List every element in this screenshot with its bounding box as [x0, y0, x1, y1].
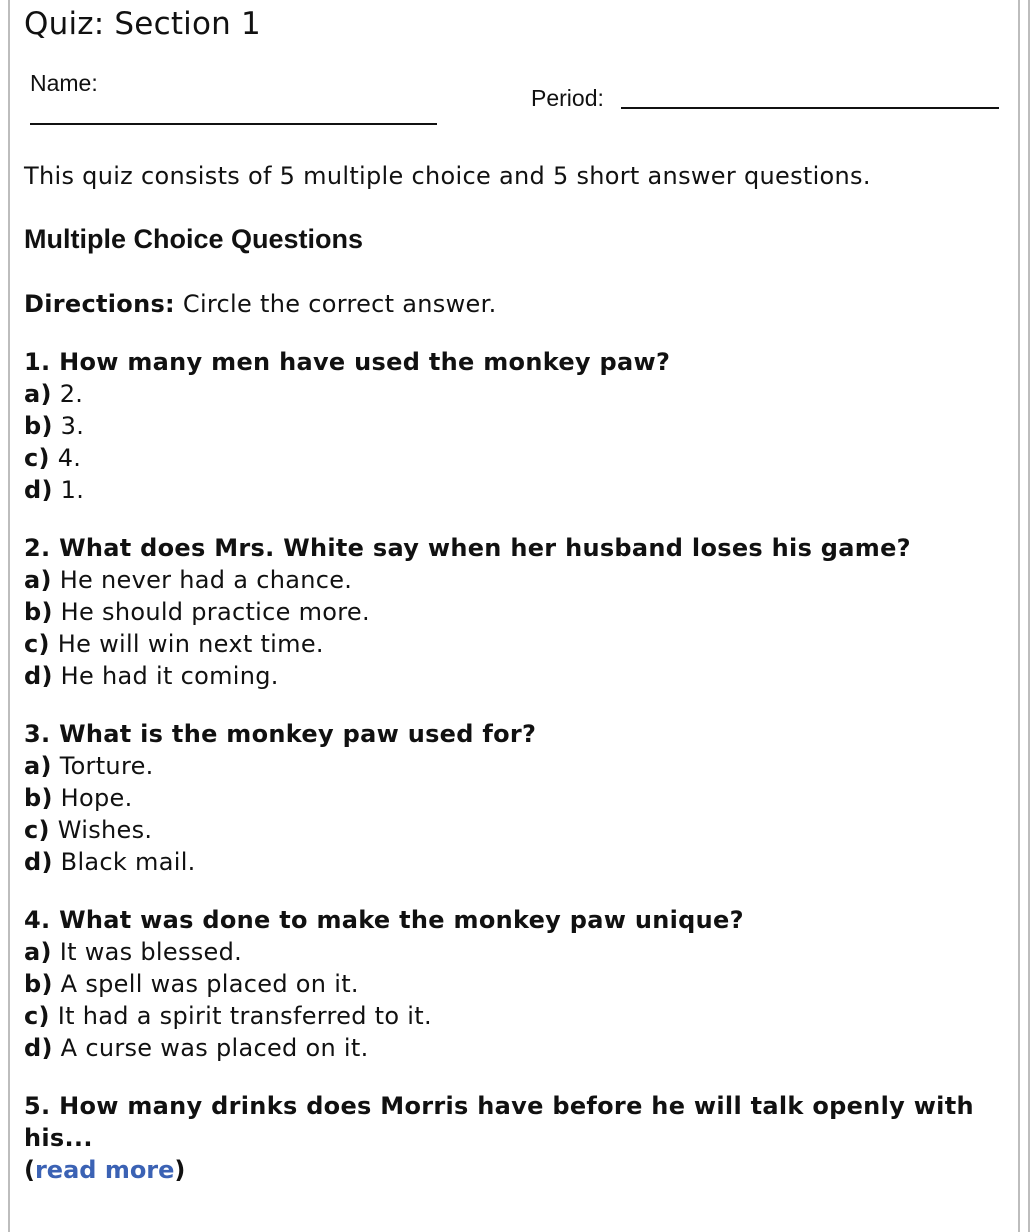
option-text: Wishes. — [49, 816, 153, 844]
answer-option — [24, 628, 1014, 660]
answer-option — [24, 968, 1014, 1000]
option-letter: d) — [24, 848, 53, 876]
question-text: 1. How many men have used the monkey paw? — [24, 348, 671, 376]
question-3 — [24, 718, 1014, 878]
question-1 — [24, 346, 1014, 506]
option-letter: d) — [24, 476, 53, 504]
option-letter: c) — [24, 1002, 50, 1030]
question-4 — [24, 904, 1014, 1064]
answer-option — [24, 596, 1014, 628]
option-letter: b) — [24, 784, 53, 812]
option-letter: a) — [24, 938, 52, 966]
directions-label: Directions: — [24, 290, 175, 318]
directions-text: Circle the correct answer. — [174, 290, 497, 318]
option-letter: d) — [24, 1034, 53, 1062]
question-2 — [24, 532, 1014, 692]
option-text: A spell was placed on it. — [52, 970, 359, 998]
answer-option — [24, 1000, 1014, 1032]
close-paren: ) — [174, 1156, 186, 1184]
option-text: He never had a chance. — [51, 566, 353, 594]
option-letter: a) — [24, 380, 52, 408]
answer-option — [24, 564, 1014, 596]
option-text: 2. — [51, 380, 84, 408]
option-text: Black mail. — [52, 848, 196, 876]
period-label: Period: — [531, 85, 604, 111]
directions — [24, 290, 497, 318]
option-text: 3. — [52, 412, 85, 440]
option-text: 1. — [52, 476, 85, 504]
answer-option — [24, 814, 1014, 846]
answer-option — [24, 474, 1014, 506]
question-list — [24, 346, 1014, 1212]
option-text: He had it coming. — [52, 662, 279, 690]
answer-option — [24, 846, 1014, 878]
option-text: It was blessed. — [51, 938, 243, 966]
answer-option — [24, 410, 1014, 442]
answer-option — [24, 936, 1014, 968]
page-divider — [1028, 0, 1030, 1232]
answer-option — [24, 442, 1014, 474]
answer-option — [24, 378, 1014, 410]
name-label: Name: — [30, 70, 98, 96]
option-text: He should practice more. — [52, 598, 370, 626]
quiz-title: Quiz: Section 1 — [24, 6, 261, 42]
open-paren: ( — [24, 1156, 35, 1184]
option-letter: d) — [24, 662, 53, 690]
option-letter: b) — [24, 412, 53, 440]
option-letter: a) — [24, 752, 52, 780]
question-text: 2. What does Mrs. White say when her husband loses his game? — [24, 534, 911, 562]
option-text: Torture. — [51, 752, 154, 780]
question-text: 4. What was done to make the monkey paw unique? — [24, 906, 744, 934]
answer-option — [24, 660, 1014, 692]
quiz-intro: This quiz consists of 5 multiple choice and 5 short answer questions. — [24, 162, 871, 190]
option-letter: c) — [24, 816, 50, 844]
option-letter: a) — [24, 566, 52, 594]
option-text: 4. — [49, 444, 82, 472]
answer-option — [24, 750, 1014, 782]
answer-option — [24, 1032, 1014, 1064]
answer-option — [24, 782, 1014, 814]
question-5 — [24, 1090, 1014, 1186]
question-text: 5. How many drinks does Morris have before he will talk openly with his... — [24, 1092, 974, 1152]
option-letter: c) — [24, 630, 50, 658]
read-more-line — [24, 1154, 1014, 1186]
cut-off-text — [24, 1212, 484, 1232]
multiple-choice-heading: Multiple Choice Questions — [24, 224, 364, 254]
option-letter: b) — [24, 598, 53, 626]
option-letter: c) — [24, 444, 50, 472]
option-letter: b) — [24, 970, 53, 998]
option-text: He will win next time. — [49, 630, 324, 658]
period-blank-line — [621, 107, 999, 109]
option-text: It had a spirit transferred to it. — [49, 1002, 432, 1030]
read-more-link[interactable]: read more — [34, 1156, 175, 1184]
question-text: 3. What is the monkey paw used for? — [24, 720, 537, 748]
option-text: Hope. — [52, 784, 133, 812]
name-blank-line — [30, 123, 437, 125]
option-text: A curse was placed on it. — [52, 1034, 369, 1062]
